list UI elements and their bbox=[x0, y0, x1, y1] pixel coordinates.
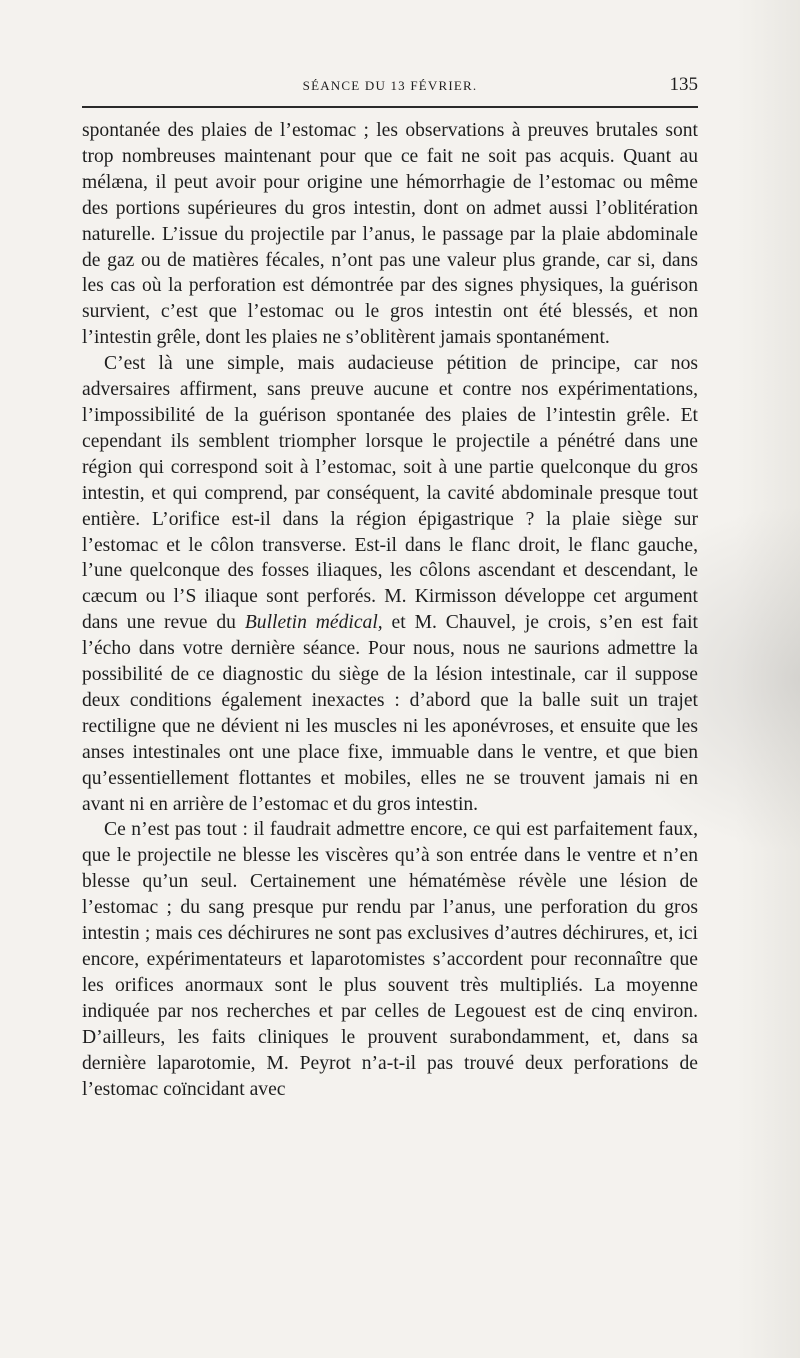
paragraph-3: Ce n’est pas tout : il faudrait admettre encore, ce qui est parfaitement faux, que le projectile ne blesse les viscères qu’à son entrée dans le ventre et n’en blesse qu’un seul. Certainement une hématémèse révèle une lésion de l’estomac ; du sang presque pur rendu par l’anus, une perforation du gros intestin ; mais ces déchirures ne sont pas exclusives d’autres déchirures, et, ici encore, expérimentateurs et laparotomistes s’accordent pour reconnaître que les orifices anormaux sont le plus souvent très multipliés. La moyenne indiquée par nos recherches et par celles de Legouest est de cinq environ. D’ailleurs, les faits cliniques le prouvent surabondamment, et, dans sa dernière laparotomie, M. Peyrot n’a-t-il pas trouvé deux perforations de l’estomac coïncidant avec bbox=[82, 819, 698, 1100]
paragraph-2-italic-title: Bulletin médical, bbox=[244, 612, 383, 634]
paragraph-2-text-a: C’est là une simple, mais audacieuse pétition de principe, car nos adversaires affirment, sans preuve aucune et contre nos expérimentations, l’impossibilité de la guérison spontanée des plaies de l’intestin grêle. Et cependant ils semblent triompher lorsque le projectile a pénétré dans une région qui correspond soit à l’estomac, soit à une partie quelconque du gros intestin, et qui comprend, par conséquent, la cavité abdominale presque tout entière. L’orifice est-il dans la région épigastrique ? la plaie siège sur l’estomac et le côlon transverse. Est-il dans le flanc droit, le flanc gauche, l’une quelconque des fosses iliaques, les côlons ascendant et descendant, le cæcum ou l’S iliaque sont perforés. M. Kirmisson développe cet argument dans une revue du bbox=[82, 353, 698, 634]
page-number: 135 bbox=[669, 74, 698, 95]
paragraph-2 bbox=[82, 351, 698, 817]
page-header bbox=[82, 74, 698, 100]
paragraph-2-text-b: et M. Chauvel, je crois, s’en est fait l’écho dans votre dernière séance. Pour nous, nous ne saurions admettre la possibilité de ce diagnostic du siège de la lésion intestinale, car il suppose deux conditions également inexactes : d’abord que la balle suit un trajet rectiligne que ne dévient ni les muscles ni les aponévroses, et ensuite que les anses intestinales ont une place fixe, immuable dans le ventre, et que bien qu’essentiellement flottantes et mobiles, elles ne se trouvent jamais ni en avant ni en arrière de l’estomac et du gros intestin. bbox=[82, 612, 698, 815]
paragraph-1: spontanée des plaies de l’estomac ; les observations à preuves brutales sont trop nombreuses maintenant pour que ce fait ne soit pas acquis. Quant au mélæna, il peut avoir pour origine une hémorrhagie de l’estomac ou même des portions supérieures du gros intestin, dont on admet aussi l’oblitération naturelle. L’issue du projectile par l’anus, le passage par la plaie abdominale de gaz ou de matières fécales, n’ont pas une valeur plus grande, car si, dans les cas où la perforation est démontrée par des signes physiques, la guérison survient, c’est que l’estomac ou le gros intestin ont été blessés, et non l’intestin grêle, dont les plaies ne s’oblitèrent jamais spontanément. bbox=[82, 120, 698, 349]
header-rule bbox=[82, 106, 698, 108]
body-text bbox=[82, 118, 698, 1102]
running-title: SÉANCE DU 13 FÉVRIER. bbox=[302, 78, 478, 93]
